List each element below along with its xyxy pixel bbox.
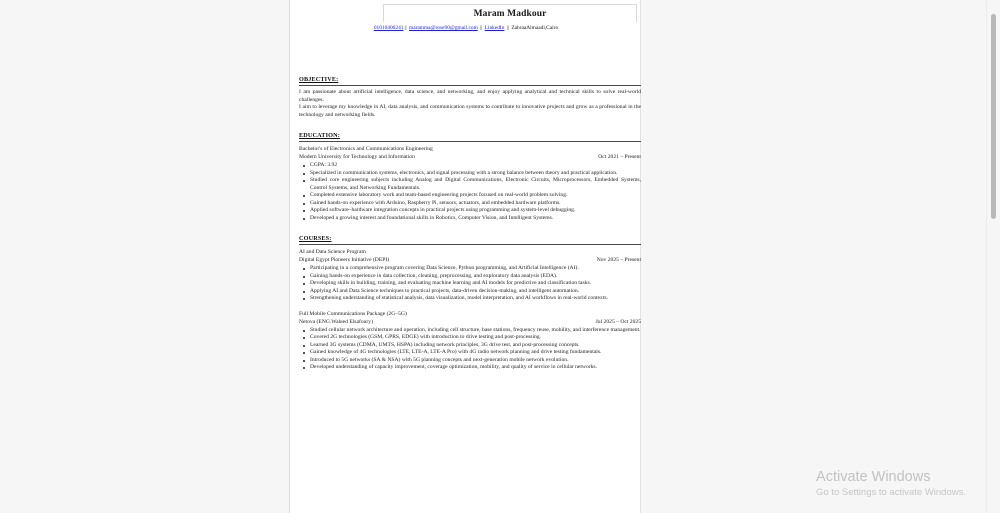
course-provider: Digital Egypt Pioneers Initiative (DEPI) xyxy=(299,257,390,264)
list-item: Participating in a comprehensive program covering Data Science, Python programming, and Artificial Intelligence (AI). xyxy=(299,265,641,273)
location-text: ZahraaAlmaadi,Cairo xyxy=(511,25,559,31)
list-item: Gained knowledge of 4G technologies (LTE, LTE-A, LTE-A Pro) with 4G radio network planning and drive testing fundamentals. xyxy=(299,349,641,357)
list-item: Gained hands-on experience with Arduino, Raspberry Pi, sensors, actuators, and embedded hardware platforms. xyxy=(299,200,641,208)
course-provider-row xyxy=(299,256,641,264)
candidate-name: Maram Madkour xyxy=(473,9,547,19)
spacer-objective-education xyxy=(299,125,641,132)
resume-body xyxy=(299,76,641,378)
course-title: AI and Data Science Program xyxy=(299,249,366,256)
list-item: Applied software–hardware integration concepts in practical projects using programming and system-level debugging. xyxy=(299,207,641,215)
course-dates: Nov 2025 – Present xyxy=(596,257,641,264)
contact-separator-1: || xyxy=(404,25,407,31)
course-provider-row xyxy=(299,318,641,326)
watermark-title: Activate Windows xyxy=(816,469,931,485)
course-provider: Netova (ENG.Waleed Elsafoury) xyxy=(299,318,373,325)
contact-separator-3: || xyxy=(506,25,509,31)
page-gutter-right xyxy=(641,0,1000,513)
course-entry-netova xyxy=(299,310,641,372)
spacer-education-courses xyxy=(299,228,641,235)
page-gutter-left xyxy=(0,0,288,513)
section-objective xyxy=(299,76,641,119)
list-item: Developed understanding of capacity improvement, coverage optimization, mobility, and quality of service in cellular networks. xyxy=(299,364,641,372)
spacer-course-entries xyxy=(299,303,641,310)
list-item: Gaining hands-on experience in data collection, cleaning, preprocessing, and exploratory data analysis (EDA). xyxy=(299,273,641,281)
scrollbar-thumb[interactable] xyxy=(991,14,996,219)
education-bullets xyxy=(299,162,641,222)
objective-paragraph-2: I aim to leverage my knowledge in AI, data analysis, and communication systems to contribute to innovative projects and grow as a professional in the technology and networking fields. xyxy=(299,104,641,118)
list-item: Developed a growing interest and foundational skills in Robotics, Computer Vision, and Intelligent Systems. xyxy=(299,215,641,223)
section-heading-objective: OBJECTIVE: xyxy=(299,76,339,83)
list-item: Introduced to 5G networks (SA & NSA) with 5G planning concepts and next-generation mobile network evolution. xyxy=(299,357,641,365)
list-item: Specialized in communication systems, electronics, and signal processing with a strong balance between theory and practical application. xyxy=(299,170,641,178)
contact-separator-2: || xyxy=(480,25,483,31)
header-name-box xyxy=(383,4,637,22)
objective-paragraph-1: I am passionate about artificial intelligence, data science, and networking, and enjoy applying analytical and technical skills to solve real-world challenges. xyxy=(299,89,641,103)
list-item: Strengthening understanding of statistical analysis, data visualization, model interpretation, and AI workflows in real-world contexts. xyxy=(299,295,641,303)
contact-line xyxy=(290,24,642,32)
section-rule-courses xyxy=(299,244,641,245)
list-item: Learned 3G systems (CDMA, UMTS, HSPA) including network principles, 3G drive test, and post-processing concepts. xyxy=(299,342,641,350)
list-item: CGPA: 3.92 xyxy=(299,162,641,170)
list-item: Developing skills in building, training, and evaluating machine learning and AI models for predictive and classification tasks. xyxy=(299,280,641,288)
watermark-subtitle: Go to Settings to activate Windows. xyxy=(816,487,966,498)
list-item: Completed extensive laboratory work and team-based engineering projects focused on real-world problem solving. xyxy=(299,192,641,200)
section-rule-education xyxy=(299,141,641,142)
resume-page xyxy=(289,0,641,513)
course-bullets-netova xyxy=(299,327,641,372)
list-item: Covered 2G technologies (GSM, GPRS, EDGE) with introduction to drive testing and post-processing. xyxy=(299,334,641,342)
course-title: Full Mobile Communications Package (2G–5G) xyxy=(299,310,407,317)
education-degree: Bachelor's of Electronics and Communications Engineering xyxy=(299,146,433,153)
phone-link[interactable]: 01010406241 xyxy=(373,25,404,31)
vertical-scrollbar[interactable] xyxy=(986,0,1000,513)
education-institution-row xyxy=(299,153,641,161)
section-courses xyxy=(299,235,641,372)
section-rule-objective xyxy=(299,85,641,86)
linkedin-link[interactable]: LinkedIn xyxy=(484,25,505,31)
education-institution: Modern University for Technology and Information xyxy=(299,154,415,161)
course-bullets-depi xyxy=(299,265,641,303)
list-item: Studied core engineering subjects including Analog and Digital Communications, Electronic Circuits, Microprocessors, Embedded Systems, Control Systems, and Networking Fundamentals. xyxy=(299,177,641,192)
education-dates: Oct 2021 – Present xyxy=(598,154,641,161)
section-education xyxy=(299,132,641,222)
section-heading-education: EDUCATION: xyxy=(299,132,340,140)
list-item: Studied cellular network architecture and operation, including cell structure, base stations, frequency reuse, mobility, and interference management. xyxy=(299,327,641,335)
email-link[interactable]: maramma@rose90@gmail.com xyxy=(409,25,478,31)
section-heading-courses: COURSES: xyxy=(299,235,332,243)
course-dates: Jul 2025 – Oct 2025 xyxy=(595,318,641,325)
list-item: Applying AI and Data Science techniques to practical projects, data-driven decision-making, and intelligent automation. xyxy=(299,288,641,296)
activate-windows-watermark xyxy=(816,468,966,499)
course-entry-depi xyxy=(299,248,641,303)
